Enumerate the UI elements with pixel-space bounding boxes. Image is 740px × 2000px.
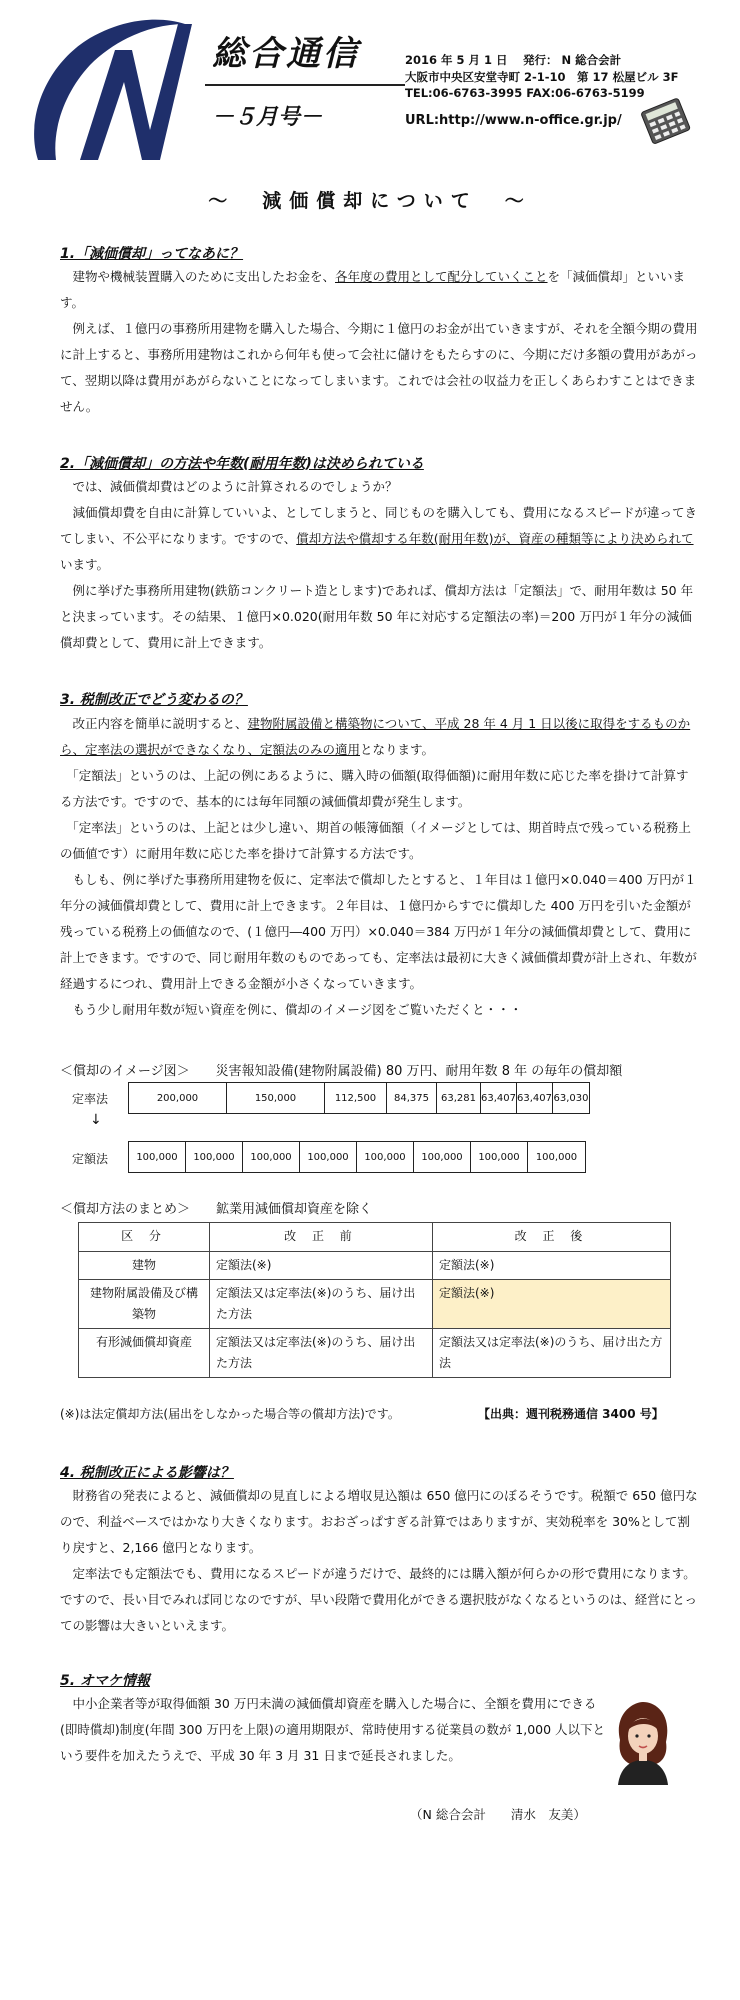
section-2-heading: 2.「減価償却」の方法や年数(耐用年数)は決められている [60,456,424,472]
section-5-para-1: 中小企業者等が取得価額 30 万円未満の減価償却資産を購入した場合に、全額を費用にできる(即時償却)制度(年間 300 万円を上限)の適用期限が、常時使用する従業員の数が 1,000 人以下という要件を加えたうえで、平成 30 年 3 月 31 日まで延長されました。 [60,1696,606,1763]
section-1-heading: 1.「減価償却」ってなあに？ [60,246,244,262]
section-1-para-1: 建物や機械装置購入のために支出したお金を、各年度の費用として配分していくことを「減価償却」といいます。 [60,269,686,310]
declining-label: 定率法 [72,1092,109,1106]
section-3-para-2: 「定額法」というのは、上記の例にあるように、購入時の価額(取得価額)に耐用年数に応じた率を掛けて計算する方法です。ですので、基本的には毎年同額の減価償却費が発生します。 [60,768,689,809]
author-signature: （N 総合会計 清水 友美） [410,1807,586,1822]
straight-year-8: 100,000 [535,1151,578,1163]
straight-year-1: 100,000 [129,1142,186,1172]
divider [205,84,405,86]
section-3-para-3: 「定率法」というのは、上記とは少し違い、期首の帳簿価額（イメージとしては、期首時点で残っている税務上の価値です）に耐用年数に応じた率を掛けて計算する方法です。 [60,820,691,861]
straight-year-5: 100,000 [357,1142,414,1172]
section-5-heading: 5. オマケ情報 [60,1673,150,1689]
section-2-para-3: 例に挙げた事務所用建物(鉄筋コンクリート造とします)であれば、償却方法は「定額法」で、耐用年数は 50 年と決まっています。その結果、１億円×0.020(耐用年数 50 年に対応する定額法の率)＝200 万円が１年分の減価償却費として、費用に計上できます。 [60,583,694,650]
declining-balance-row [128,1082,590,1114]
table-cell: 定額法(※) [210,1252,433,1280]
section-3-para-1: 改正内容を簡単に説明すると、建物附属設備と構築物について、平成 28 年 4 月 1 日以後に取得をするものから、定率法の選択ができなくなり、定額法のみの適用となります。 [60,716,691,757]
table-source: 【出典：週刊税務通信 3400 号】 [478,1407,664,1421]
straight-year-4: 100,000 [300,1142,357,1172]
table-cell: 有形減価償却資産 [79,1329,210,1378]
section-3-para-4: もしも、例に挙げた事務所用建物を仮に、定率法で償却したとすると、１年目は１億円×0.040＝400 万円が１年分の減価償却費として、費用に計上できます。２年目は、１億円からすでに償却した 400 万円を引いた金額が残っている税務上の価値なので、(１億円―400 万円）×0.040＝384 万円が１年分の減価償却費として、費用に計上できます。ですので、同じ耐用年数のものであっても、定率法は最初に大きく減価償却費が計上され、年数が経過するにつれ、費用計上できる金額が小さくなっていきます。 [60,872,697,991]
declining-year-3: 112,500 [325,1083,387,1113]
declining-year-1: 200,000 [129,1083,227,1113]
section-2-para-1: では、減価償却費はどのように計算されるのでしょうか？ [60,479,398,494]
col-header-before: 改 正 前 [210,1223,433,1252]
table-row [79,1252,671,1280]
straight-year-6: 100,000 [414,1142,471,1172]
table-note: (※)は法定償却方法(届出をしなかった場合等の償却方法)です。 [60,1407,400,1421]
section-2-para-2: 減価償却費を自由に計算していいよ、としてしまうと、同じものを購入しても、費用になるスピードが違ってきてしまい、不公平になります。ですので、償却方法や償却する年数(耐用年数)が、資産の種類等により決められています。 [60,505,698,572]
col-header-category: 区 分 [79,1223,210,1252]
straight-year-3: 100,000 [243,1142,300,1172]
table-row [79,1329,671,1378]
issue-label: －５月号－ [212,105,323,130]
section-1-para-2: 例えば、１億円の事務所用建物を購入した場合、今期に１億円のお金が出ていきますが、それを全額今期の費用に計上すると、事務所用建物はこれから何年も使って会社に儲けをもたらすのに、今期にだけ多額の費用があがって、翌期以降は費用があがらないことになってしまいます。これでは会社の収益力を正しくあらわすことはできません。 [60,321,698,414]
table-cell: 定額法又は定率法(※)のうち、届け出た方法 [210,1280,433,1329]
table-cell-highlight: 定額法(※) [433,1280,671,1329]
summary-table [78,1222,671,1378]
section-3-para-5: もう少し耐用年数が短い資産を例に、償却のイメージ図をご覧いただくと・・・ [60,1002,523,1017]
declining-year-4: 84,375 [387,1083,437,1113]
website-url[interactable]: URL:http://www.n-office.gr.jp/ [405,113,622,128]
table-cell: 建物 [79,1252,210,1280]
straight-year-2: 100,000 [186,1142,243,1172]
declining-year-7: 63,407 [517,1083,553,1113]
section-4-para-1: 財務省の発表によると、減価償却の見直しによる増収見込額は 650 億円にのぼるそうです。税額で 650 億円なので、利益ベースではかなり大きくなります。おおざっぱすぎる計算ではありますが、実効税率を 30%として割り戻すと、2,166 億円となります。 [60,1488,698,1555]
illustration-caption: ＜償却のイメージ図＞ 災害報知設備(建物附属設備) 80 万円、耐用年数 8 年 の毎年の償却額 [60,1064,623,1079]
brand-title: 総合通信 [212,34,360,74]
publish-date: 2016 年 5 月 1 日 発行： N 総合会計 [405,53,622,67]
straight-year-7: 100,000 [471,1142,528,1172]
n-logo-icon [20,10,215,170]
declining-year-5: 63,281 [437,1083,481,1113]
main-title: ～ 減価償却について ～ [208,190,532,212]
calculator-icon [640,98,692,146]
table-cell: 定額法又は定率法(※)のうち、届け出た方法 [433,1329,671,1378]
straight-line-row [128,1141,586,1173]
logo-letter: N [20,10,21,11]
summary-caption: ＜償却方法のまとめ＞ 鉱業用減価償却資産を除く [60,1202,373,1217]
tel-fax: TEL:06-6763-3995 FAX:06-6763-5199 [405,86,645,100]
section-3-heading: 3. 税制改正でどう変わるの？ [60,692,248,708]
down-arrow-icon: ↓ [90,1112,102,1128]
office-address: 大阪市中央区安堂寺町 2-1-10 第 17 松屋ビル 3F [405,70,679,84]
declining-year-2: 150,000 [227,1083,325,1113]
col-header-after: 改 正 後 [433,1223,671,1252]
table-cell: 建物附属設備及び構築物 [79,1280,210,1329]
section-4-heading: 4. 税制改正による影響は？ [60,1465,234,1481]
table-row [79,1280,671,1329]
straight-label: 定額法 [72,1152,109,1166]
section-4-para-2: 定率法でも定額法でも、費用になるスピードが違うだけで、最終的には購入額が何らかの形で費用になります。ですので、長い目でみれば同じなのですが、早い段階で費用化ができる選択肢がなくなるというのは、経営にとっての影響は大きいといえます。 [60,1566,698,1633]
table-cell: 定額法又は定率法(※)のうち、届け出た方法 [210,1329,433,1378]
author-avatar [612,1700,674,1785]
declining-year-8: 63,030 [553,1092,589,1104]
declining-year-6: 63,407 [481,1083,517,1113]
table-cell: 定額法(※) [433,1252,671,1280]
